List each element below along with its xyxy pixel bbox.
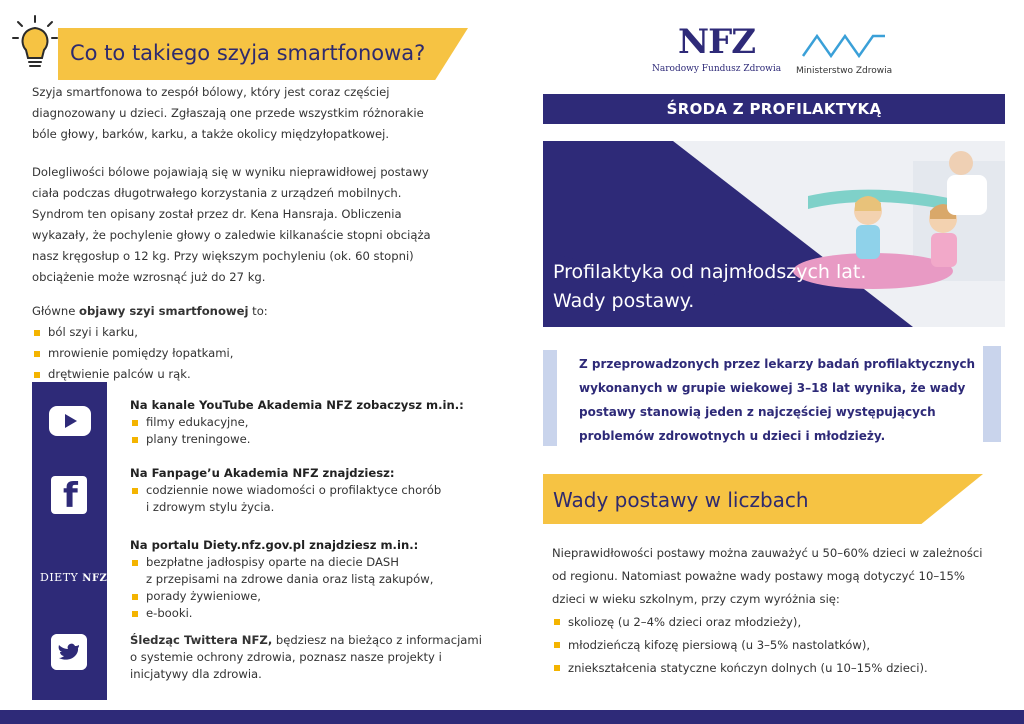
question-title: Co to takiego szyja smartfonowa? [70, 41, 426, 65]
intro-paragraph: Szyja smartfonowa to zespół bólowy, który jest coraz częściej diagnozowany u dzieci. Zgłaszają one przede wszystkim różnorakie bóle głowy, barków, karku, a także okolicy międzyłopatkowej. [32, 85, 424, 141]
facebook-heading: Na Fanpage’u Akademia NFZ znajdziesz: [130, 466, 395, 480]
quote-box [543, 346, 1001, 448]
facebook-block [130, 465, 490, 516]
list-item: porady żywieniowe, [130, 588, 490, 605]
quote-bar-left [543, 350, 557, 446]
footer-bar [0, 710, 1024, 724]
ministry-logo: Ministerstwo Zdrowia [796, 30, 892, 76]
list-item: młodzieńczą kifozę piersiową (u 3–5% nastolatków), [552, 634, 992, 657]
statistics-list [552, 611, 992, 680]
statistics-paragraph: Nieprawidłowości postawy można zauważyć u 50–60% dzieci w zależności od regionu. Natomiast poważne wady postawy mogą dotyczyć 10–15% dzieci w wieku szkolnym, przy czym wyróżnia się: [552, 546, 983, 606]
ministry-emblem-icon [799, 30, 889, 60]
youtube-icon[interactable] [49, 406, 91, 436]
hero-headline: Profilaktyka od najmłodszych lat. Wady postawy. [553, 261, 867, 312]
youtube-heading: Na kanale YouTube Akademia NFZ zobaczysz m.in.: [130, 398, 464, 412]
list-item: zniekształcenia statyczne kończyn dolnych (u 10–15% dzieci). [552, 657, 992, 680]
list-item: ból szyi i karku, [32, 322, 452, 343]
list-item: plany treningowe. [130, 431, 490, 448]
symptoms-list [32, 322, 452, 385]
list-item: mrowienie pomiędzy łopatkami, [32, 343, 452, 364]
quote-bar-right [983, 346, 1001, 442]
diety-heading: Na portalu Diety.nfz.gov.pl znajdziesz m.in.: [130, 538, 419, 552]
symptoms-block [32, 301, 452, 385]
symptoms-heading: Główne objawy szyi smartfonowej to: [32, 304, 268, 318]
twitter-icon[interactable] [51, 634, 87, 670]
diety-nfz-logo[interactable]: DIETY NFZ [40, 571, 108, 584]
diety-block [130, 537, 490, 622]
list-item: drętwienie palców u rąk. [32, 364, 452, 385]
list-item: skoliozę (u 2–4% dzieci oraz młodzieży), [552, 611, 992, 634]
list-item: filmy edukacyjne, [130, 414, 490, 431]
lightbulb-icon [12, 14, 58, 74]
youtube-block [130, 397, 490, 448]
list-item: codziennie nowe wiadomości o profilaktyce chorób i zdrowym stylu życia. [130, 482, 490, 516]
facebook-icon[interactable]: f [51, 476, 87, 514]
statistics-block [552, 542, 992, 680]
list-item: bezpłatne jadłospisy oparte na diecie DASH z przepisami na zdrowe dania oraz listą zakupów, [130, 554, 490, 588]
list-item: e-booki. [130, 605, 490, 622]
twitter-block: Śledząc Twittera NFZ, będziesz na bieżąco z informacjami o systemie ochrony zdrowia, poznasz nasze projekty i inicjatywy dla zdrowia. [130, 633, 482, 681]
description-paragraph: Dolegliwości bólowe pojawiają się w wyniku nieprawidłowej postawy ciała podczas długotrwałego korzystania z urządzeń mobilnych. Syndrom ten opisany został przez dr. Kena Hansraja. Obliczenia wykazały, że pochylenie głowy o zaledwie kilkanaście stopni obciąża nasz kręgosłup o 12 kg. Przy większym pochyleniu (ok. 60 stopni) obciążenie może wzrosnąć już do 27 kg. [32, 165, 431, 284]
nfz-logo: NFZ Narodowy Fundusz Zdrowia [652, 22, 782, 74]
campaign-banner: ŚRODA Z PROFILAKTYKĄ [543, 94, 1005, 124]
quote-text: Z przeprowadzonych przez lekarzy badań profilaktycznych wykonanych w grupie wiekowej 3–18 lat wynika, że wady postawy stanowią jeden z najczęściej występujących problemów zdrowotnych u dzieci i młodzieży. [579, 357, 976, 443]
section-title: Wady postawy w liczbach [553, 488, 809, 512]
